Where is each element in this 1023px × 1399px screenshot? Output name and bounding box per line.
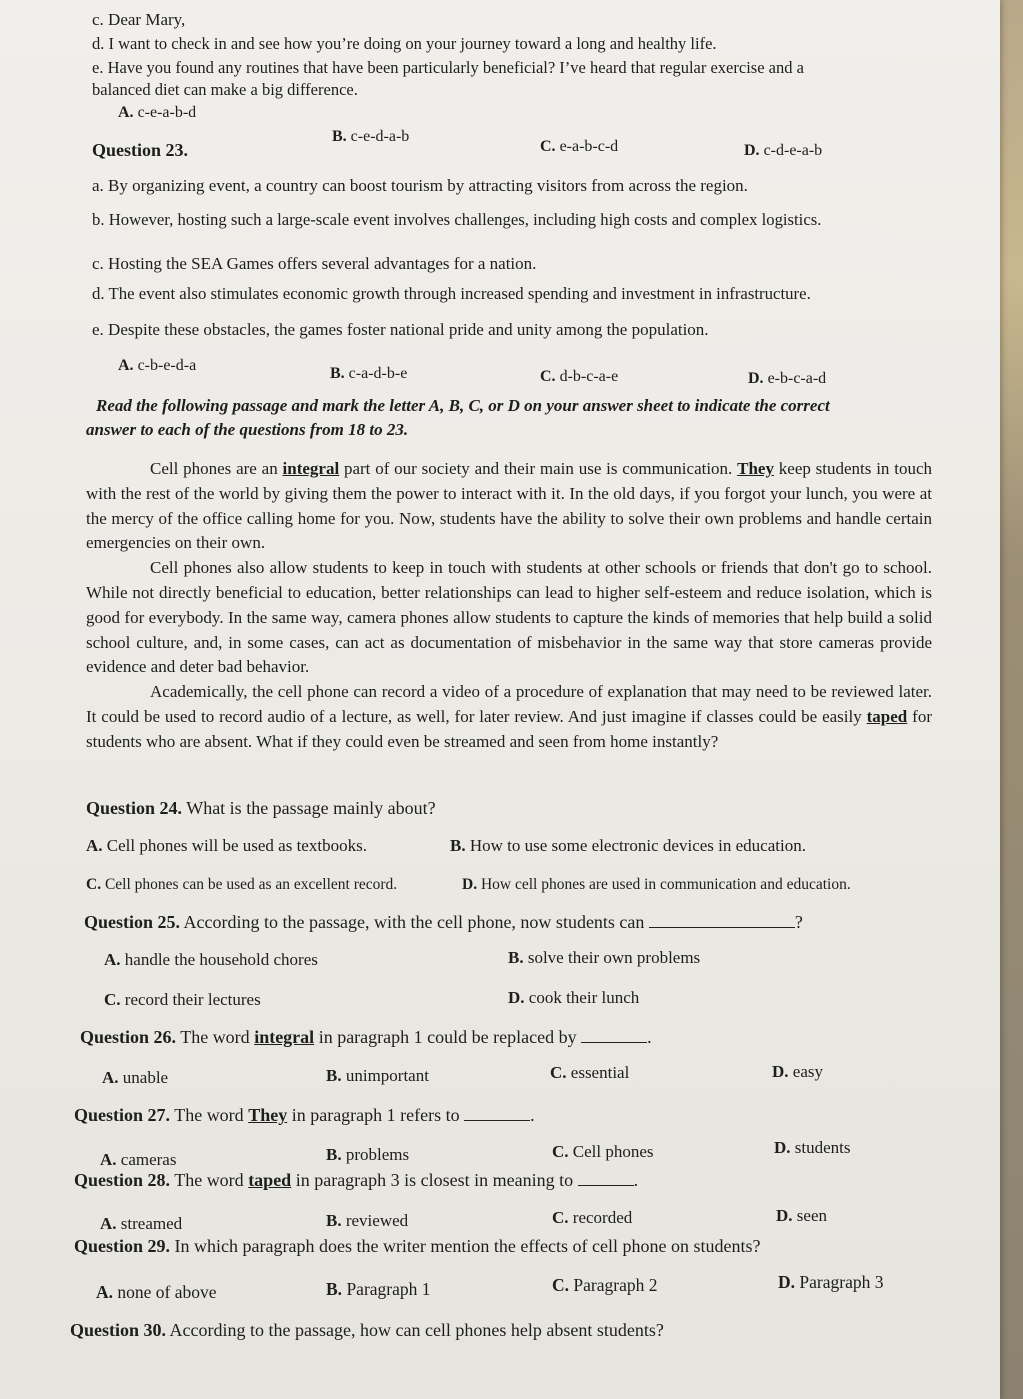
underlined-word-taped: taped [866, 706, 908, 726]
instruction-line-1: Read the following passage and mark the letter A, B, C, or D on your answer sheet to indicate the correct [96, 396, 830, 415]
q29-option-a[interactable]: A. none of above [96, 1282, 217, 1302]
answer-blank [649, 927, 795, 928]
q25-option-c[interactable]: C. record their lectures [104, 990, 261, 1009]
q23-sentence-a: a. By organizing event, a country can boost tourism by attracting visitors from across the region. [92, 176, 748, 195]
q22-line-d: d. I want to check in and see how you’re doing on your journey toward a long and healthy life. [92, 34, 717, 53]
q28-option-d[interactable]: D. seen [776, 1206, 827, 1225]
instruction-line-2: answer to each of the questions from 18 to 23. [86, 420, 409, 439]
q26-option-b[interactable]: B. unimportant [326, 1066, 429, 1085]
q28-option-c[interactable]: C. recorded [552, 1208, 633, 1227]
q29-stem: Question 29. In which paragraph does the writer mention the effects of cell phone on students? [74, 1236, 761, 1256]
q27-option-d[interactable]: D. students [774, 1138, 851, 1157]
q23-option-a[interactable]: A. c-b-e-d-a [118, 357, 197, 374]
q22-line-e: e. Have you found any routines that have been particularly beneficial? I’ve heard that regular exercise and a [92, 58, 804, 77]
q28-option-a[interactable]: A. streamed [100, 1214, 183, 1233]
q24-option-b[interactable]: B. How to use some electronic devices in education. [450, 836, 806, 855]
q27-option-b[interactable]: B. problems [326, 1145, 410, 1164]
passage-paragraph-2: Cell phones also allow students to keep in touch with students at other schools or friends that don't go to school. While not directly beneficial to education, better relationships can lead to higher self-esteem and reduce isolation, which is good for everybody. In the same way, camera phones allow students to capture the kinds of memories that help build a solid school culture, and, in some cases, can act as documentation of misbehavior in the same way that store cameras provide evidence and deter bad behavior. [86, 558, 932, 677]
q23-sentence-c: c. Hosting the SEA Games offers several advantages for a nation. [92, 254, 537, 273]
q22-option-a[interactable]: A. c-e-a-b-d [118, 104, 197, 121]
q22-line-e-cont: balanced diet can make a big difference. [92, 80, 358, 99]
underlined-word-integral: integral [282, 459, 340, 478]
q30-stem: Question 30. According to the passage, how can cell phones help absent students? [70, 1320, 664, 1340]
answer-blank [464, 1120, 530, 1121]
q25-option-a[interactable]: A. handle the household chores [104, 950, 318, 969]
q22-option-b[interactable]: B. c-e-d-a-b [332, 128, 410, 145]
q26-option-a[interactable]: A. unable [102, 1068, 169, 1087]
q24-stem: Question 24. What is the passage mainly about? [86, 798, 436, 818]
q23-sentence-b: b. However, hosting such a large-scale event involves challenges, including high costs and complex logistics. [92, 210, 822, 229]
passage-paragraph-3: Academically, the cell phone can record a video of a procedure of explanation that may need to be reviewed later. It could be used to record audio of a lecture, as well, for later review. And just imagine if classes could be easily taped for students who are absent. What if they could even be streamed and seen from home instantly? [86, 682, 932, 751]
underlined-word-they: They [737, 459, 774, 478]
q23-sentence-d: d. The event also stimulates economic growth through increased spending and investment in infrastructure. [92, 284, 811, 303]
q26-option-d[interactable]: D. easy [772, 1062, 823, 1081]
q25-option-d[interactable]: D. cook their lunch [508, 988, 640, 1007]
passage-paragraph-1: Cell phones are an integral part of our society and their main use is communication. They keep students in touch with the rest of the world by giving them the power to interact with it. In the old days, if you forgot your lunch, you were at the mercy of the office calling home for you. Now, students have the ability to solve their own problems and handle certain emergencies on their own. [86, 459, 932, 553]
q28-option-b[interactable]: B. reviewed [326, 1211, 409, 1230]
q25-stem: Question 25. According to the passage, with the cell phone, now students can ? [84, 912, 803, 932]
answer-blank [578, 1185, 634, 1186]
q28-stem: Question 28. The word taped in paragraph 3 is closest in meaning to . [74, 1170, 639, 1190]
q26-option-c[interactable]: C. essential [550, 1063, 630, 1082]
q27-option-c[interactable]: C. Cell phones [552, 1142, 654, 1161]
q24-option-a[interactable]: A. Cell phones will be used as textbooks. [86, 836, 367, 855]
q29-option-c[interactable]: C. Paragraph 2 [552, 1275, 658, 1295]
q23-option-c[interactable]: C. d-b-c-a-e [540, 368, 619, 385]
q23-option-b[interactable]: B. c-a-d-b-e [330, 365, 408, 382]
q27-stem: Question 27. The word They in paragraph 1 refers to . [74, 1105, 535, 1125]
q26-stem: Question 26. The word integral in paragraph 1 could be replaced by . [80, 1027, 652, 1047]
q22-line-c: c. Dear Mary, [92, 10, 186, 29]
answer-blank [581, 1042, 647, 1043]
q24-option-c[interactable]: C. Cell phones can be used as an excellent record. [86, 876, 398, 893]
q22-option-d[interactable]: D. c-d-e-a-b [744, 142, 823, 159]
reading-passage [86, 457, 932, 755]
q22-option-c[interactable]: C. e-a-b-c-d [540, 138, 619, 155]
q25-option-b[interactable]: B. solve their own problems [508, 948, 701, 967]
q23-title: Question 23. [92, 140, 189, 160]
q27-option-a[interactable]: A. cameras [100, 1150, 177, 1169]
q24-option-d[interactable]: D. How cell phones are used in communication and education. [462, 876, 851, 893]
q29-option-d[interactable]: D. Paragraph 3 [778, 1272, 884, 1292]
q29-option-b[interactable]: B. Paragraph 1 [326, 1279, 431, 1299]
q23-sentence-e: e. Despite these obstacles, the games foster national pride and unity among the population. [92, 320, 709, 339]
q23-option-d[interactable]: D. e-b-c-a-d [748, 370, 827, 387]
